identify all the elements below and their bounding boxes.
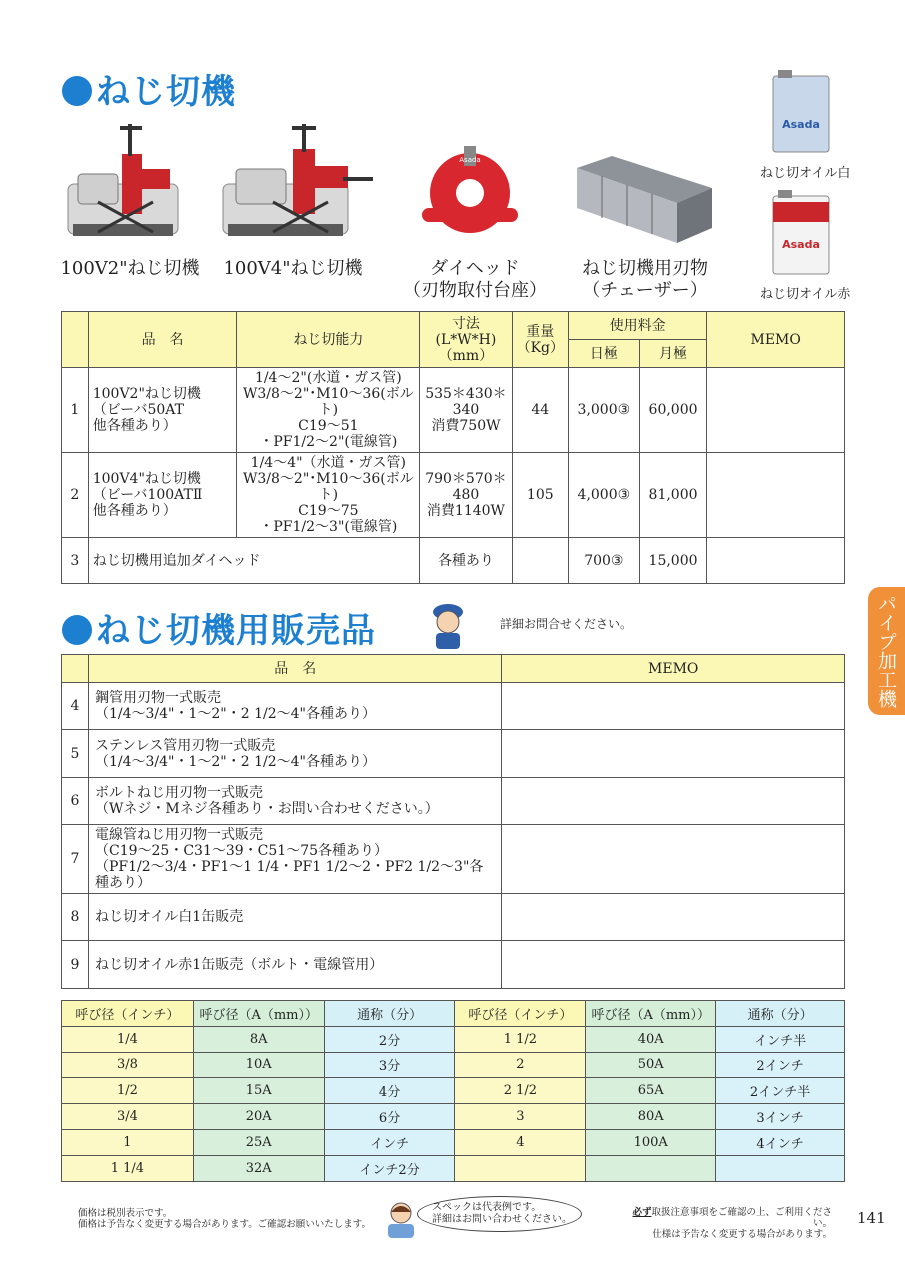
table-row: 9 ねじ切オイル赤1缶販売（ボルト・電線管用）	[62, 941, 845, 989]
pipe-size-table: 呼び径（インチ） 呼び径（A（mm）） 通称（分） 呼び径（インチ） 呼び径（A（mm）） 通称（分） 1/4 8A 2分 1 1/2 40A インチ半 3/8 10A 3分 2 50A 2インチ 1/2 15A 4分 2 1/2 65A 2インチ半 3/4 20A 6分 3 80A 3インチ 1 25A インチ 4 100A 4インチ 1 1/4 32A インチ2分	[61, 1000, 845, 1182]
speech-bubble: スペックは代表例です。 詳細はお問い合わせください。	[417, 1196, 582, 1232]
bullet-dot-icon	[62, 615, 92, 645]
oil-red-caption: ねじ切オイル赤	[760, 287, 851, 302]
svg-text:Asada: Asada	[782, 238, 820, 251]
rental-price-table	[61, 311, 845, 584]
row-dimension: 535＊430＊340 消費750W	[420, 368, 512, 453]
oil-white-caption: ねじ切オイル白	[760, 166, 851, 181]
row-memo	[707, 368, 845, 453]
header-fee: 使用料金	[569, 312, 707, 340]
header-daily: 日極	[569, 340, 640, 368]
oil-can-white-image	[770, 70, 832, 154]
header-name: 品 名	[88, 312, 237, 368]
row-memo	[502, 941, 845, 989]
chaser-blades-image	[572, 148, 720, 246]
threading-machine-4-image	[218, 124, 378, 244]
product-caption-die-head: ダイヘッド （刃物取付台座）	[403, 258, 547, 301]
header-no	[62, 312, 89, 368]
table-row: 3/8 10A 3分 2 50A 2インチ	[62, 1052, 845, 1078]
header-weight: 重量 （Kg）	[512, 312, 568, 368]
bullet-dot-icon	[62, 76, 92, 106]
table-row: 1/2 15A 4分 2 1/2 65A 2インチ半	[62, 1078, 845, 1104]
worker-mascot-icon	[428, 602, 468, 650]
table-row: 1 25A インチ 4 100A 4インチ	[62, 1129, 845, 1155]
product-caption-2inch: 100V2"ねじ切機	[60, 258, 200, 279]
table-row: 1/4 8A 2分 1 1/2 40A インチ半	[62, 1026, 845, 1052]
header-memo: MEMO	[502, 655, 845, 683]
table-row: 8 ねじ切オイル白1缶販売	[62, 894, 845, 941]
row-name: 100V4"ねじ切機 （ビーバ100ATⅡ 他各種あり）	[88, 453, 237, 538]
svg-text:Asada: Asada	[782, 118, 820, 131]
threading-machine-2-image	[58, 124, 193, 244]
row-memo	[707, 538, 845, 584]
table-row: 5 ステンレス管用刃物一式販売 （1/4～3/4"・1～2"・2 1/2～4"各種あり）	[62, 730, 845, 778]
row-capacity: 1/4～4"（水道・ガス管) W3/8～2"･M10～36(ボルト) C19～75 ・PF1/2～3"(電線管)	[237, 453, 420, 538]
table-row: 1 100V2"ねじ切機 （ビーバ50AT 他各種あり） 1/4～2"(水道・ガス管) W3/8～2"･M10～36(ボルト) C19～51 ・PF1/2～2"(電線管) 535＊430＊340 消費750W 44 3,000③ 60,000	[62, 368, 845, 453]
table-row: 3 ねじ切機用追加ダイヘッド 各種あり 700③ 15,000	[62, 538, 845, 584]
page-number: 141	[857, 1209, 886, 1227]
header-name: 品 名	[88, 655, 501, 683]
row-memo	[502, 894, 845, 941]
row-capacity: 1/4～2"(水道・ガス管) W3/8～2"･M10～36(ボルト) C19～51 ・PF1/2～2"(電線管)	[237, 368, 420, 453]
row-dimension: 790＊570＊480 消費1140W	[420, 453, 512, 538]
oil-can-red-image	[770, 190, 832, 276]
section-title-threading-machine: ねじ切機	[62, 64, 236, 113]
die-head-image	[420, 138, 520, 238]
product-caption-4inch: 100V4"ねじ切機	[223, 258, 363, 279]
table-row: 4 鋼管用刃物一式販売 （1/4～3/4"・1～2"・2 1/2～4"各種あり）	[62, 683, 845, 730]
section-title-sales-items: ねじ切機用販売品	[62, 603, 376, 652]
product-caption-chaser: ねじ切機用刃物 （チェーザー）	[582, 258, 708, 301]
contact-note: 詳細お問合せください。	[500, 617, 633, 631]
header-capacity: ねじ切能力	[237, 312, 420, 368]
footer-notes-left: 価格は税別表示です。 価格は予告なく変更する場合があります。ご確認お願いいたします。	[78, 1208, 371, 1230]
row-memo	[502, 825, 845, 894]
row-memo	[707, 453, 845, 538]
row-name: 100V2"ねじ切機 （ビーバ50AT 他各種あり）	[88, 368, 237, 453]
table-row: 6 ボルトねじ用刃物一式販売 （Wネジ・Mネジ各種あり・お問い合わせください。）	[62, 778, 845, 825]
row-memo	[502, 778, 845, 825]
row-memo	[502, 730, 845, 778]
header-memo: MEMO	[707, 312, 845, 368]
table-row: 1 1/4 32A インチ2分	[62, 1155, 845, 1181]
sales-items-table	[61, 654, 845, 989]
footer-notes-right: 必ず取扱注意事項をご確認の上、ご利用ください。 仕様は予告なく変更する場合があります。	[632, 1207, 832, 1240]
table-row: 3/4 20A 6分 3 80A 3インチ	[62, 1104, 845, 1130]
svg-text:Asada: Asada	[459, 156, 481, 164]
table-row: 2 100V4"ねじ切機 （ビーバ100ATⅡ 他各種あり） 1/4～4"（水道・ガス管) W3/8～2"･M10～36(ボルト) C19～75 ・PF1/2～3"(電線管) 790＊570＊480 消費1140W 105 4,000③ 81,000	[62, 453, 845, 538]
table-row: 7 電線管ねじ用刃物一式販売 （C19～25・C31～39・C51～75各種あり） （PF1/2～3/4・PF1～1 1/4・PF1 1/2～2・PF2 1/2～3"各種あり）	[62, 825, 845, 894]
row-memo	[502, 683, 845, 730]
category-side-tab[interactable]: パイプ加工機	[868, 587, 905, 715]
operator-mascot-icon	[384, 1200, 418, 1240]
header-dimension: 寸法(L*W*H) （mm）	[420, 312, 512, 368]
header-monthly: 月極	[639, 340, 707, 368]
